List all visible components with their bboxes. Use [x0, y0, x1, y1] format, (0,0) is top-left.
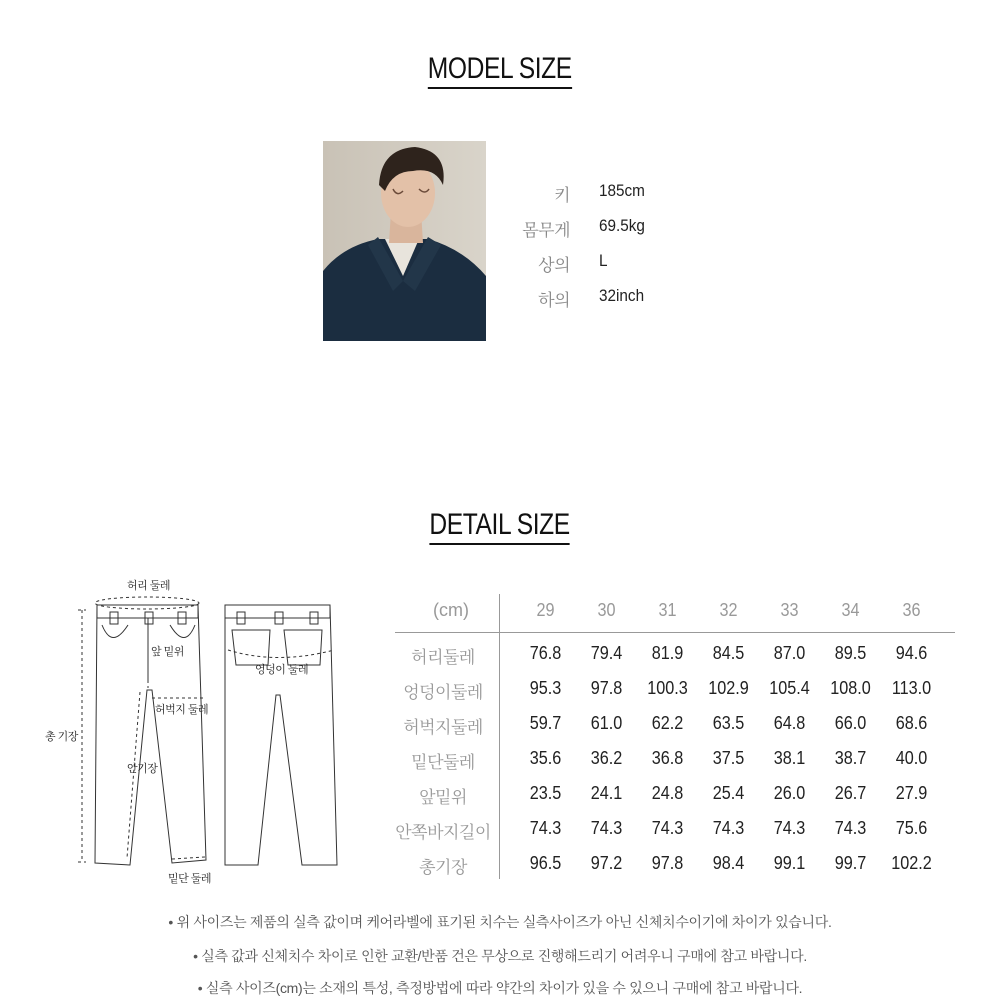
table-cell: 74.3	[834, 818, 867, 838]
table-cell: 74.3	[773, 818, 806, 838]
table-cell: 36.2	[590, 748, 623, 768]
table-cell: 40.0	[895, 748, 928, 768]
table-row	[395, 818, 955, 853]
table-row	[395, 783, 955, 818]
table-row	[395, 713, 955, 748]
unit-label: (cm)	[433, 600, 469, 620]
diagram-label-inseam: 안기장	[127, 763, 158, 775]
size-header: 33	[780, 600, 799, 620]
detail-size-title: DETAIL SIZE	[0, 508, 1000, 545]
diagram-label-thigh: 허벅지 둘레	[155, 704, 209, 716]
size-header: 30	[597, 600, 616, 620]
table-cell: 89.5	[834, 643, 867, 663]
table-cell: 81.9	[651, 643, 684, 663]
spec-value: 69.5kg	[599, 216, 645, 235]
table-cell: 94.6	[895, 643, 928, 663]
spec-row-bottom	[500, 286, 700, 320]
note-item: • 위 사이즈는 제품의 실측 값이며 케어라벨에 표기된 치수는 실측사이즈가 아닌 신체치수이기에 차이가 있습니다.	[168, 914, 832, 930]
table-cell: 62.2	[651, 713, 684, 733]
table-cell: 76.8	[529, 643, 562, 663]
spec-row-weight	[500, 216, 700, 250]
table-cell: 74.3	[529, 818, 562, 838]
note-item: • 실측 값과 신체치수 차이로 인한 교환/반품 건은 무상으로 진행해드리기 어려우니 구매에 참고 바랍니다.	[193, 948, 807, 964]
diagram-label-total-length: 총 기장	[45, 731, 78, 743]
table-cell: 84.5	[712, 643, 745, 663]
table-cell: 63.5	[712, 713, 745, 733]
spec-value: 185cm	[599, 181, 645, 200]
row-label: 엉덩이둘레	[403, 683, 483, 702]
table-cell: 97.8	[651, 853, 684, 873]
row-label: 안쪽바지길이	[395, 823, 491, 842]
spec-row-top	[500, 251, 700, 285]
table-cell: 108.0	[830, 678, 871, 698]
table-cell: 36.8	[651, 748, 684, 768]
table-cell: 37.5	[712, 748, 745, 768]
table-cell: 87.0	[773, 643, 806, 663]
table-cell: 74.3	[590, 818, 623, 838]
diagram-label-front-rise: 앞 밑위	[151, 646, 184, 658]
table-cell: 23.5	[529, 783, 562, 803]
spec-label: 상의	[538, 256, 570, 275]
spec-label: 하의	[538, 291, 570, 310]
spec-label: 키	[554, 186, 570, 205]
diagram-label-hem: 밑단 둘레	[168, 873, 212, 885]
table-cell: 98.4	[712, 853, 745, 873]
table-cell: 97.2	[590, 853, 623, 873]
table-cell: 61.0	[590, 713, 623, 733]
table-cell: 25.4	[712, 783, 745, 803]
table-cell: 99.1	[773, 853, 806, 873]
table-cell: 26.7	[834, 783, 867, 803]
table-cell: 38.7	[834, 748, 867, 768]
table-header	[395, 594, 955, 633]
size-header: 31	[658, 600, 677, 620]
table-row	[395, 853, 955, 888]
table-cell: 95.3	[529, 678, 562, 698]
row-label: 앞밑위	[419, 788, 467, 807]
table-row	[395, 748, 955, 783]
table-cell: 66.0	[834, 713, 867, 733]
pants-measurement-diagram	[40, 570, 350, 890]
table-cell: 27.9	[895, 783, 928, 803]
table-cell: 96.5	[529, 853, 562, 873]
size-header: 32	[719, 600, 738, 620]
diagram-label-waist: 허리 둘레	[127, 580, 171, 592]
table-cell: 64.8	[773, 713, 806, 733]
table-cell: 59.7	[529, 713, 562, 733]
table-cell: 99.7	[834, 853, 867, 873]
table-row	[395, 643, 955, 678]
table-cell: 35.6	[529, 748, 562, 768]
spec-value: 32inch	[599, 286, 645, 305]
table-cell: 102.2	[891, 853, 932, 873]
spec-row-height	[500, 181, 700, 215]
size-header: 36	[902, 600, 921, 620]
diagram-label-hip: 엉덩이 둘레	[255, 664, 309, 676]
table-cell: 38.1	[773, 748, 806, 768]
row-label: 허벅지둘레	[403, 718, 483, 737]
row-label: 총기장	[419, 858, 467, 877]
row-label: 허리둘레	[411, 648, 475, 667]
size-header: 29	[536, 600, 555, 620]
table-cell: 74.3	[651, 818, 684, 838]
table-cell: 26.0	[773, 783, 806, 803]
table-cell: 105.4	[769, 678, 810, 698]
row-label: 밑단둘레	[411, 753, 475, 772]
table-row	[395, 678, 955, 713]
table-cell: 24.8	[651, 783, 684, 803]
table-cell: 74.3	[712, 818, 745, 838]
table-cell: 68.6	[895, 713, 928, 733]
spec-label: 몸무게	[522, 221, 570, 240]
table-cell: 102.9	[708, 678, 749, 698]
table-cell: 75.6	[895, 818, 928, 838]
note-item: • 실측 사이즈(cm)는 소재의 특성, 측정방법에 따라 약간의 차이가 있을 수 있으니 구매에 참고 바랍니다.	[197, 980, 803, 996]
table-cell: 100.3	[647, 678, 688, 698]
size-table	[395, 594, 955, 884]
table-cell: 24.1	[590, 783, 623, 803]
table-cell: 113.0	[891, 678, 932, 698]
model-size-title: MODEL SIZE	[0, 52, 1000, 89]
spec-value: L	[599, 251, 608, 270]
model-photo	[323, 141, 486, 341]
table-cell: 79.4	[590, 643, 623, 663]
table-cell: 97.8	[590, 678, 623, 698]
size-header: 34	[841, 600, 860, 620]
